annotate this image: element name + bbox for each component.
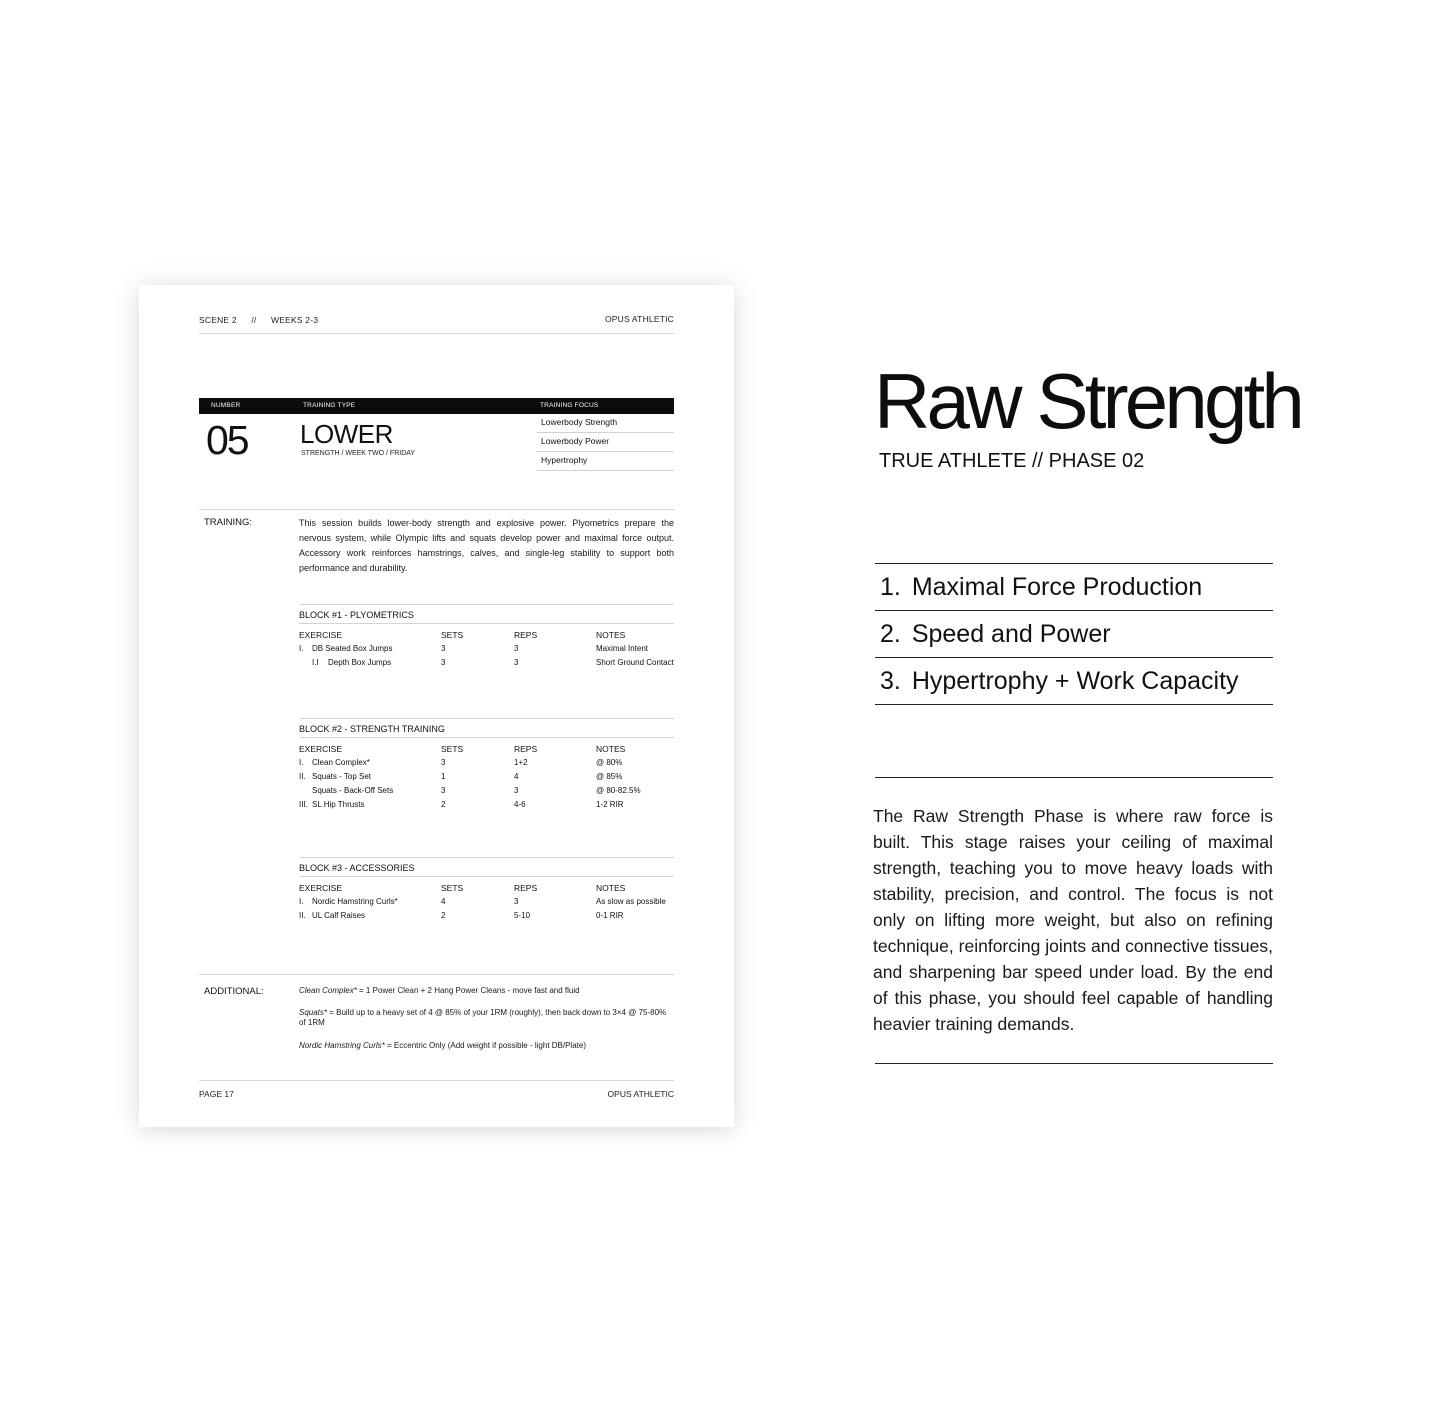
additional-note [299,1041,674,1051]
page-number: PAGE 17 [199,1089,234,1099]
exercise-notes: Short Ground Contact [596,658,674,667]
block-title: BLOCK #3 - ACCESSORIES [299,858,674,877]
col-exercise: EXERCISE [299,883,342,893]
focus-item: Hypertrophy [537,452,674,471]
exercise-row [299,798,674,812]
header-separator: // [251,315,257,325]
additional-note [299,986,674,996]
exercise-number: I. [299,897,304,906]
training-description: This session builds lower-body strength and explosive power. Plyometrics prepare the nervous system, while Olympic lifts and squats develop power and maximal force output. Accessory work reinforces hamstrings, calves, and single-leg stability to support both performance and durability. [299,518,674,573]
exercise-sets: 4 [441,897,446,906]
exercise-block-2 [299,718,674,812]
exercise-notes: @ 80% [596,758,623,767]
exercise-notes: Maximal Intent [596,644,649,653]
focus-point [875,658,1273,705]
column-headers [299,624,674,642]
exercise-name: Squats - Back-Off Sets [312,786,394,795]
exercise-notes: @ 80-82.5% [596,786,641,795]
training-label: TRAINING: [204,517,253,528]
section-divider [199,974,674,975]
focus-point-label: Maximal Force Production [911,573,1203,601]
exercise-reps: 3 [514,658,519,667]
note-term: Nordic Hamstring Curls* [299,1041,385,1050]
focus-point [875,564,1273,611]
exercise-row [299,770,674,784]
exercise-name: Squats - Top Set [312,772,371,781]
focus-point-number: 3. [880,667,901,695]
focus-point-number: 1. [880,573,901,601]
block-title: BLOCK #2 - STRENGTH TRAINING [299,719,674,738]
exercise-notes: @ 85% [596,772,623,781]
session-subtitle: STRENGTH / WEEK TWO / FRIDAY [301,450,416,457]
exercise-reps: 4 [514,772,519,781]
header-weeks: WEEKS 2-3 [271,315,319,325]
exercise-sets: 2 [441,800,446,809]
exercise-number: II. [299,911,306,920]
note-text: = 1 Power Clean + 2 Hang Power Cleans - move fast and fluid [356,986,580,995]
document-page [139,285,734,1127]
exercise-sets: 3 [441,644,446,653]
column-headers [299,738,674,756]
additional-note [299,1008,674,1028]
number-label: NUMBER [211,402,241,409]
exercise-name: Clean Complex* [312,758,370,767]
exercise-reps: 3 [514,786,519,795]
col-reps: REPS [514,630,538,640]
phase-title: Raw Strength [874,357,1301,445]
col-exercise: EXERCISE [299,744,342,754]
exercise-reps: 5-10 [514,911,531,920]
note-term: Squats* [299,1008,328,1017]
note-text: = Build up to a heavy set of 4 @ 85% of your 1RM (roughly), then back down to 3×4 @ 75-80% of 1RM [299,1008,667,1027]
col-sets: SETS [441,744,464,754]
column-headers [299,877,674,895]
exercise-number: I.I [312,658,319,667]
focus-point-number: 2. [880,620,901,648]
exercise-row [299,756,674,770]
training-focus-label: TRAINING FOCUS [540,402,599,409]
training-focus-list [537,414,674,471]
phase-focus-list [875,563,1273,705]
exercise-name: Depth Box Jumps [328,658,392,667]
col-reps: REPS [514,744,538,754]
exercise-block-3 [299,857,674,923]
exercise-row [299,909,674,923]
exercise-name: SL Hip Thrusts [312,800,365,809]
session-type: LOWER [300,419,393,449]
col-notes: NOTES [596,883,626,893]
description-divider-bottom [875,1063,1273,1064]
exercise-number: I. [299,758,304,767]
exercise-name: Nordic Hamstring Curls* [312,897,398,906]
header-left [199,315,330,325]
note-term: Clean Complex* [299,986,357,995]
exercise-name: DB Seated Box Jumps [312,644,393,653]
exercise-row [299,642,674,656]
running-footer [199,1080,674,1099]
focus-point-label: Hypertrophy + Work Capacity [911,667,1239,695]
exercise-number: III. [299,800,308,809]
col-sets: SETS [441,883,464,893]
block-title: BLOCK #1 - PLYOMETRICS [299,605,674,624]
phase-subtitle: TRUE ATHLETE // PHASE 02 [879,450,1145,472]
exercise-name: UL Calf Raises [312,911,366,920]
exercise-sets: 2 [441,911,446,920]
exercise-row [299,656,674,670]
exercise-row [299,784,674,798]
session-number: 05 [206,417,248,463]
col-notes: NOTES [596,630,626,640]
document-content [199,285,674,1127]
phase-description: The Raw Strength Phase is where raw force is built. This stage raises your ceiling of maximal strength, teaching you to move heavy loads with stability, precision, and control. The focus is not only on lifting more weight, but also on refining technique, reinforcing joints and connective tissues, and sharpening bar speed under load. By the end of this phase, you should feel capable of handling heavier training demands. [873,806,1273,1034]
exercise-reps: 3 [514,644,519,653]
exercise-reps: 4-6 [514,800,526,809]
exercise-sets: 3 [441,658,446,667]
focus-point [875,611,1273,658]
description-divider-top [875,777,1273,778]
col-reps: REPS [514,883,538,893]
exercise-reps: 3 [514,897,519,906]
header-brand: OPUS ATHLETIC [604,314,674,324]
section-divider [199,509,674,510]
running-header [199,314,674,334]
exercise-notes: 0-1 RIR [596,911,624,920]
exercise-sets: 1 [441,772,446,781]
session-meta-bar [199,398,674,414]
focus-item: Lowerbody Power [537,433,674,452]
training-type-label: TRAINING TYPE [303,402,356,409]
footer-brand: OPUS ATHLETIC [607,1089,674,1099]
col-sets: SETS [441,630,464,640]
exercise-block-1 [299,604,674,670]
focus-item: Lowerbody Strength [537,414,674,433]
exercise-row [299,895,674,909]
note-text: = Eccentric Only (Add weight if possible - light DB/Plate) [384,1041,586,1050]
col-exercise: EXERCISE [299,630,342,640]
exercise-sets: 3 [441,758,446,767]
exercise-reps: 1+2 [514,758,528,767]
exercise-notes: As slow as possible [596,897,666,906]
exercise-notes: 1-2 RIR [596,800,624,809]
col-notes: NOTES [596,744,626,754]
additional-label: ADDITIONAL: [204,986,264,997]
exercise-sets: 3 [441,786,446,795]
exercise-number: II. [299,772,306,781]
focus-point-label: Speed and Power [911,620,1111,648]
exercise-number: I. [299,644,304,653]
header-scene: SCENE 2 [199,315,237,325]
